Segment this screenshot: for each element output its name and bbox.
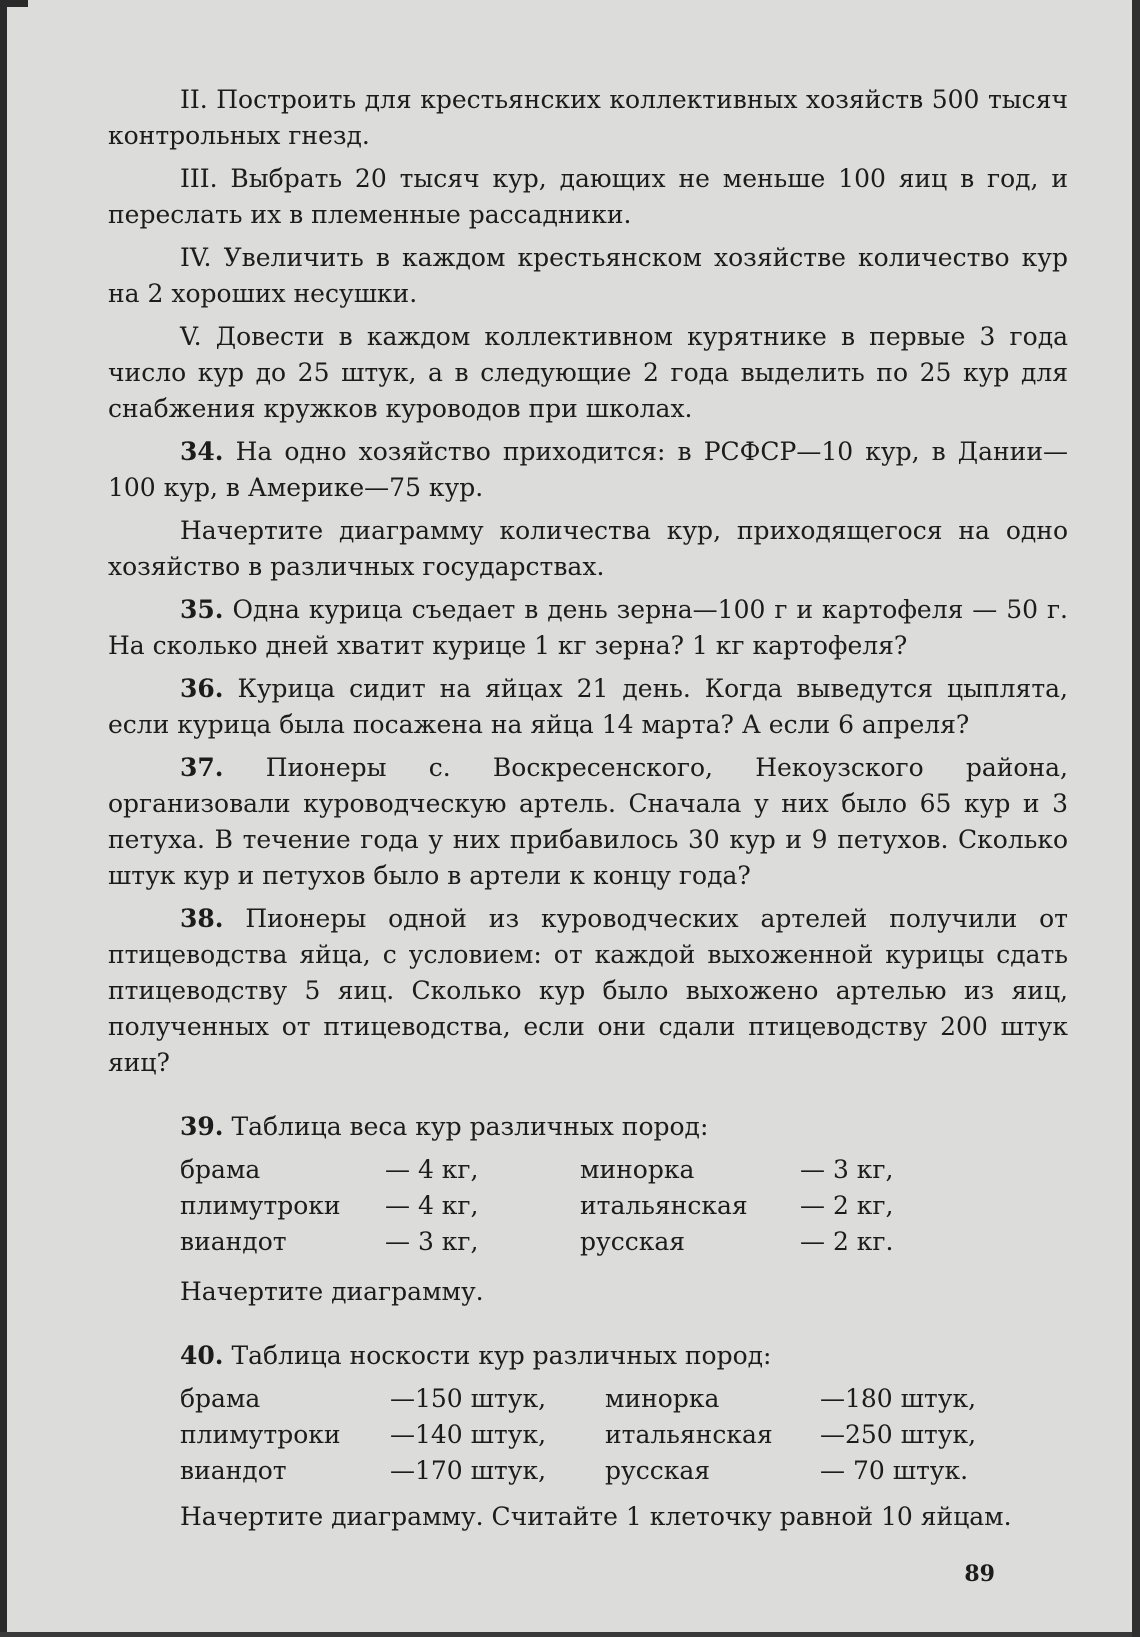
problem-36: [108, 671, 1068, 743]
page-number: 89: [964, 1561, 995, 1587]
problem-37: [108, 750, 1068, 894]
table-cell: —150 штук,: [390, 1384, 547, 1413]
breed-laying-table: [180, 1381, 1068, 1489]
table-cell: плимутроки: [180, 1420, 341, 1449]
problem-text: Таблица носкости кур различных пород:: [231, 1341, 772, 1370]
table-cell: —250 штук,: [820, 1420, 977, 1449]
table-cell: брама: [180, 1155, 261, 1184]
table-cell: итальянская: [605, 1420, 773, 1449]
table-cell: — 2 кг.: [800, 1227, 894, 1256]
problem-number: 36.: [180, 674, 224, 703]
table-cell: — 2 кг,: [800, 1191, 894, 1220]
problem-39: [108, 1109, 1068, 1145]
plan-point-5: V. Довести в каждом коллективном курятнике в первые 3 года число кур до 25 штук, а в следующие 2 года выделить по 25 кур для снабжения кружков куроводов при школах.: [108, 322, 1068, 423]
problem-number: 35.: [180, 595, 224, 624]
problem-number: 34.: [180, 437, 224, 466]
problem-text: Одна курица съедает в день зерна—100 г и картофеля — 50 г. На сколько дней хватит курице 1 кг зерна? 1 кг картофеля?: [108, 595, 1069, 660]
scan-bottom-edge: [0, 1632, 1140, 1637]
problem-number: 38.: [180, 904, 224, 933]
table-cell: минорка: [605, 1384, 720, 1413]
table-cell: русская: [580, 1227, 686, 1256]
problem-number: 40.: [180, 1341, 224, 1370]
problem-39-task: Начертите диаграмму.: [180, 1277, 484, 1306]
scan-corner: [0, 0, 28, 7]
table-cell: плимутроки: [180, 1191, 341, 1220]
table-cell: виандот: [180, 1227, 287, 1256]
problem-35: [108, 592, 1068, 664]
problem-text: Пионеры с. Воскресенского, Некоузского района, организовали куроводческую артель. Сначала у них было 65 кур и 3 петуха. В течение года у них прибавилось 30 кур и 9 петухов. Сколько штук кур и петухов было в артели к концу года?: [108, 753, 1068, 890]
breed-weight-table: [180, 1152, 1068, 1260]
problem-40: [108, 1338, 1068, 1374]
table-cell: — 4 кг,: [385, 1191, 479, 1220]
problem-38: [108, 901, 1068, 1081]
problem-34-task: Начертите диаграмму количества кур, приходящегося на одно хозяйство в различных государствах.: [108, 516, 1068, 581]
table-cell: итальянская: [580, 1191, 748, 1220]
table-cell: —170 штук,: [390, 1456, 547, 1485]
table-cell: —140 штук,: [390, 1420, 547, 1449]
problem-34: [108, 434, 1068, 506]
problem-text: Курица сидит на яйцах 21 день. Когда выведутся цыплята, если курица была посажена на яйца 14 марта? А если 6 апреля?: [108, 674, 1068, 739]
page-content: [108, 82, 1068, 1542]
problem-number: 37.: [180, 753, 224, 782]
plan-point-3: III. Выбрать 20 тысяч кур, дающих не меньше 100 яиц в год, и переслать их в племенные рассадники.: [108, 164, 1068, 229]
problem-number: 39.: [180, 1112, 224, 1141]
table-cell: русская: [605, 1456, 711, 1485]
table-cell: — 70 штук.: [820, 1456, 969, 1485]
plan-point-4: IV. Увеличить в каждом крестьянском хозяйстве количество кур на 2 хороших несушки.: [108, 243, 1068, 308]
table-cell: — 3 кг,: [800, 1155, 894, 1184]
plan-point-2: II. Построить для крестьянских коллективных хозяйств 500 тысяч контрольных гнезд.: [108, 85, 1068, 150]
problem-text: На одно хозяйство приходится: в РСФСР—10 кур, в Дании—100 кур, в Америке—75 кур.: [108, 437, 1068, 502]
table-cell: минорка: [580, 1155, 695, 1184]
table-cell: — 3 кг,: [385, 1227, 479, 1256]
problem-text: Таблица веса кур различных пород:: [231, 1112, 709, 1141]
problem-40-task: Начертите диаграмму. Считайте 1 клеточку равной 10 яйцам.: [180, 1502, 1012, 1531]
table-cell: — 4 кг,: [385, 1155, 479, 1184]
problem-text: Пионеры одной из куроводческих артелей получили от птицеводства яйца, с условием: от каждой выхоженной курицы сдать птицеводству 5 яиц. Сколько кур было выхожено артелью из яиц, полученных от птицеводства, если они сдали птицеводству 200 штук яиц?: [108, 904, 1068, 1077]
table-cell: виандот: [180, 1456, 287, 1485]
table-cell: брама: [180, 1384, 261, 1413]
table-cell: —180 штук,: [820, 1384, 977, 1413]
